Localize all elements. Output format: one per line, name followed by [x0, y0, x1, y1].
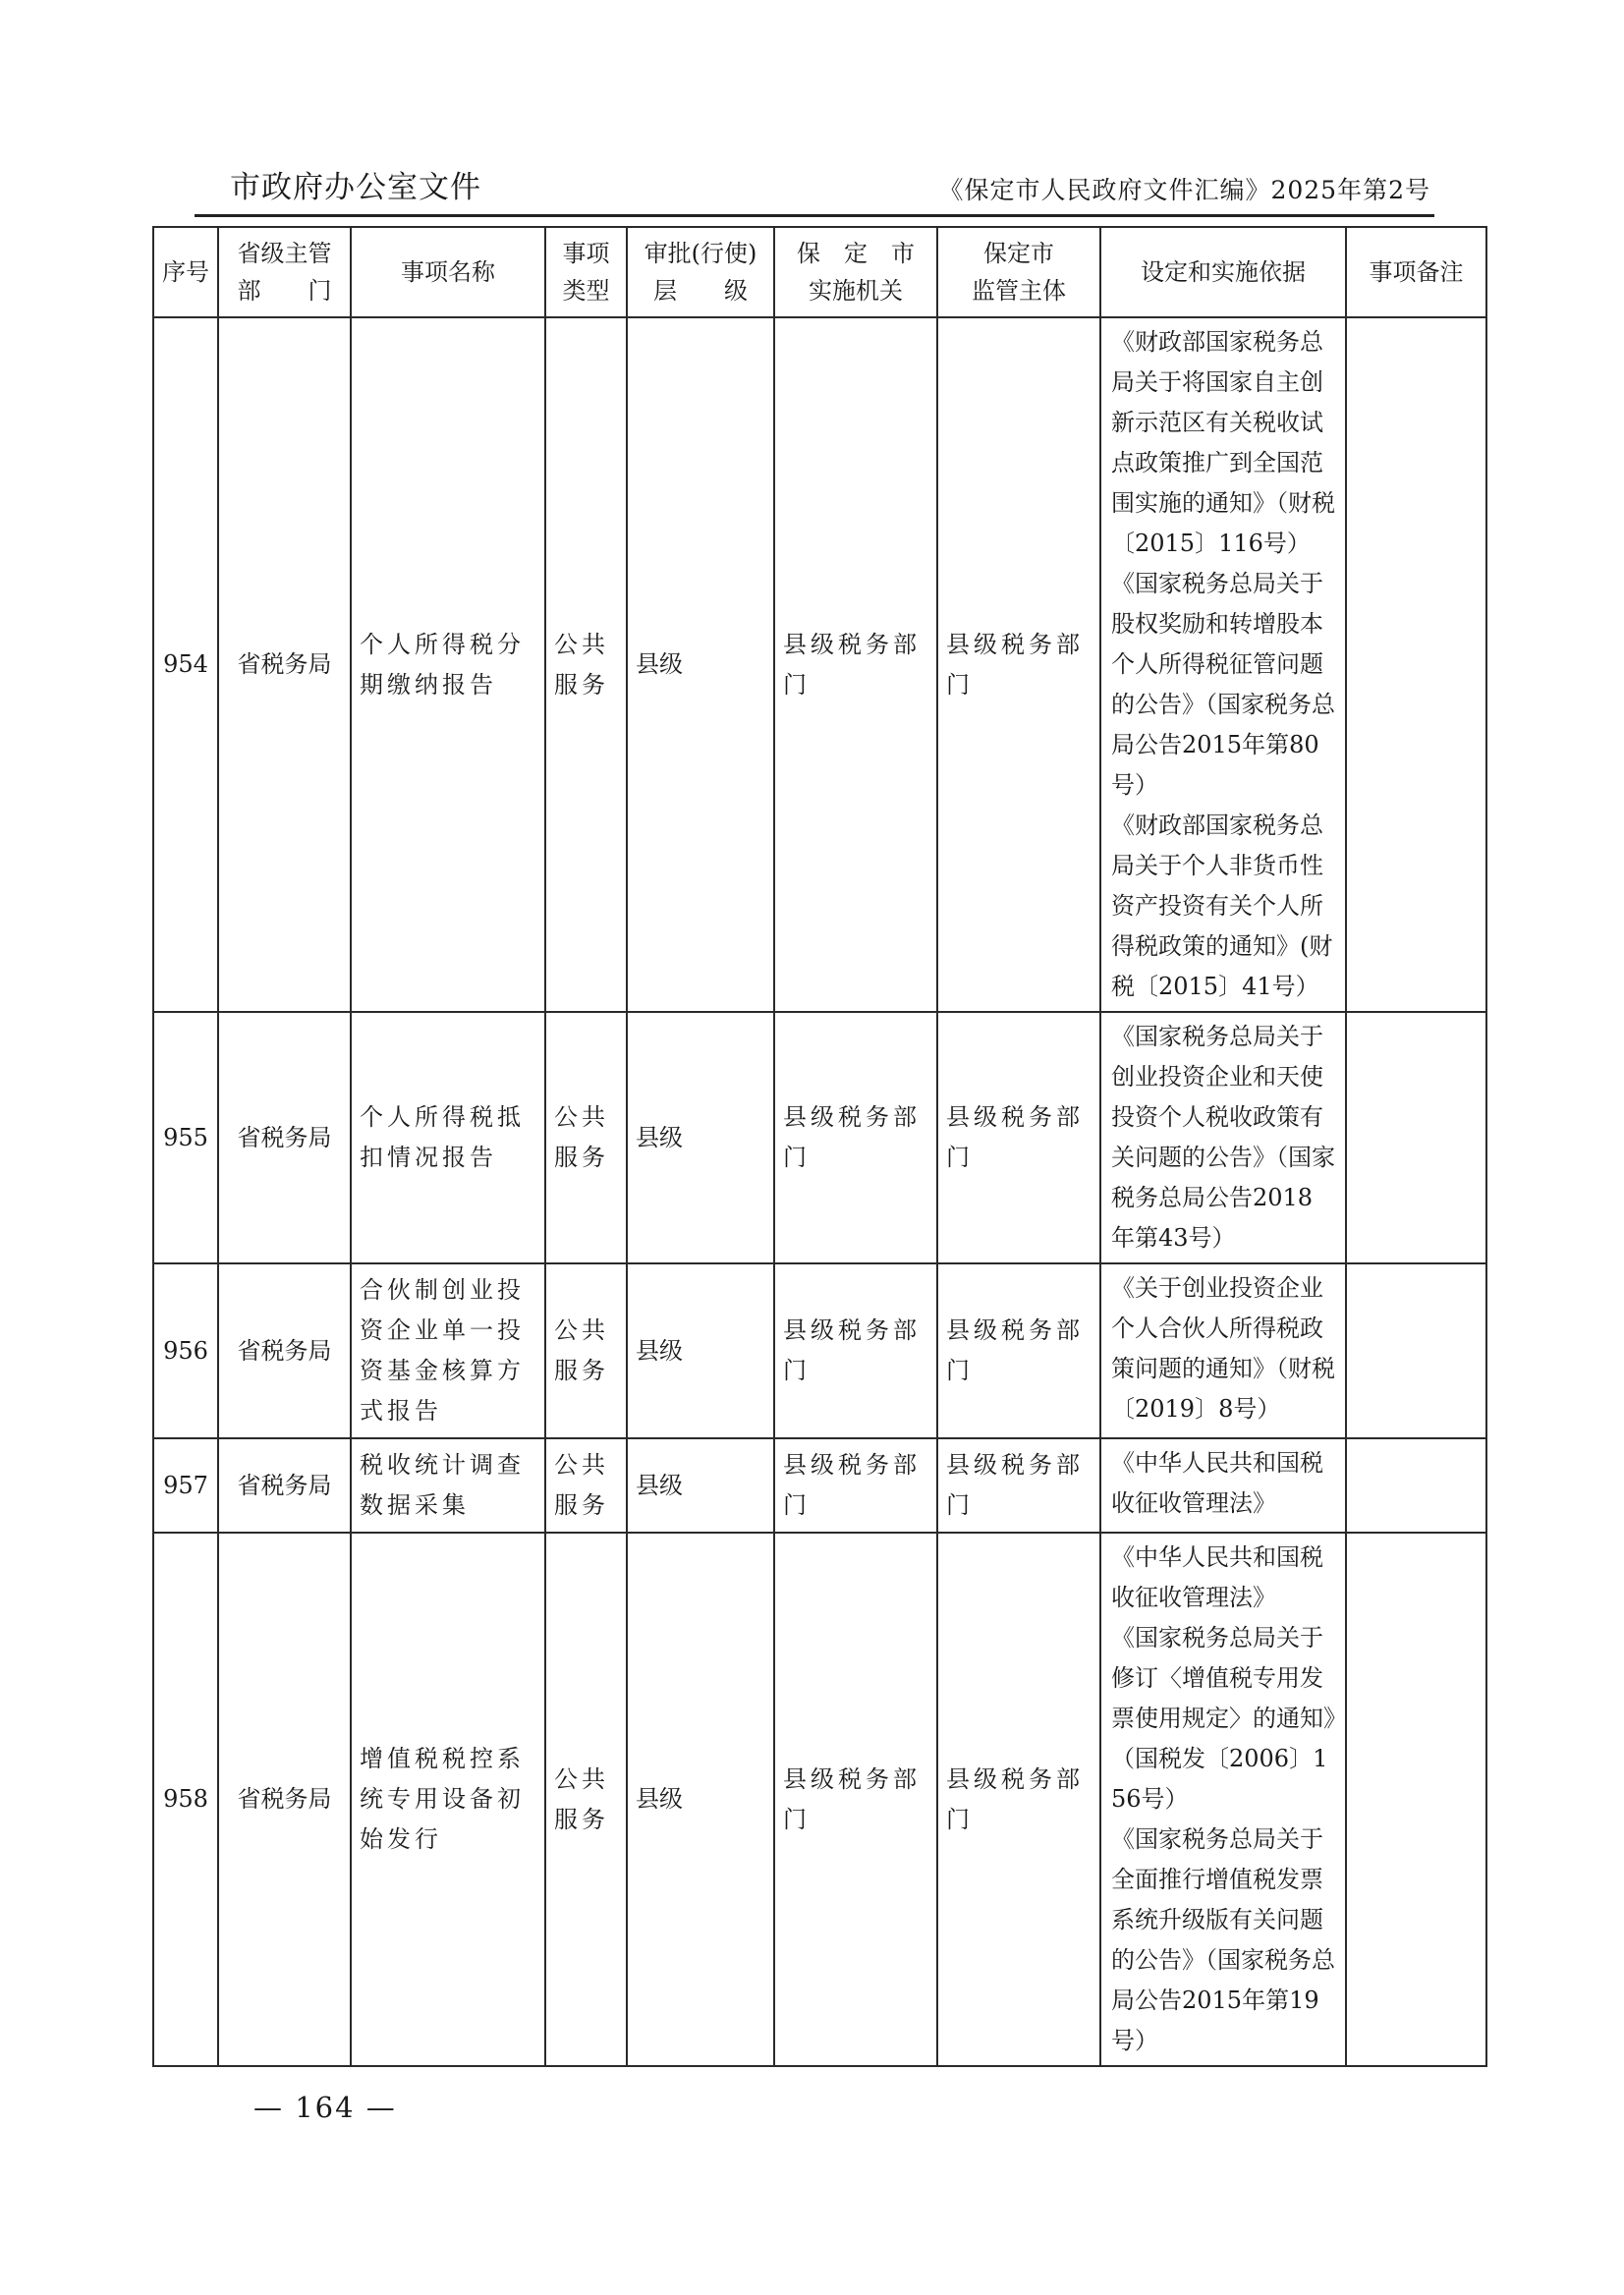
cell-name: 个人所得税分期缴纳报告	[351, 317, 545, 1012]
cell-agency: 县级税务部门	[774, 1012, 937, 1263]
cell-level: 县级	[627, 1263, 774, 1438]
header-seq: 序号	[153, 227, 218, 317]
cell-seq: 956	[153, 1263, 218, 1438]
cell-dept: 省税务局	[218, 1263, 351, 1438]
cell-supervisor: 县级税务部门	[937, 1438, 1100, 1533]
cell-remark	[1346, 1438, 1486, 1533]
page-number: — 164 —	[253, 2091, 397, 2124]
cell-name: 个人所得税抵扣情况报告	[351, 1012, 545, 1263]
cell-level: 县级	[627, 317, 774, 1012]
cell-agency: 县级税务部门	[774, 1438, 937, 1533]
cell-type: 公共服务	[545, 1533, 627, 2066]
cell-supervisor: 县级税务部门	[937, 317, 1100, 1012]
cell-dept: 省税务局	[218, 317, 351, 1012]
header-left-title: 市政府办公室文件	[230, 170, 481, 205]
table-row	[153, 1012, 1486, 1263]
cell-type: 公共服务	[545, 1438, 627, 1533]
table-header-row	[153, 227, 1486, 317]
cell-supervisor: 县级税务部门	[937, 1012, 1100, 1263]
basis-item: 《国家税务总局关于全面推行增值税发票系统升级版有关问题的公告》（国家税务总局公告2015年第19号）	[1111, 1825, 1335, 2054]
cell-agency: 县级税务部门	[774, 317, 937, 1012]
table-row	[153, 1533, 1486, 2066]
header-dept: 省级主管 部 门	[218, 227, 351, 317]
cell-remark	[1346, 1533, 1486, 2066]
basis-item: 《财政部国家税务总局关于将国家自主创新示范区有关税收试点政策推广到全国范围实施的通知》（财税〔2015〕116号）	[1111, 328, 1335, 557]
cell-level: 县级	[627, 1012, 774, 1263]
cell-basis	[1100, 1263, 1346, 1438]
basis-item: 《国家税务总局关于股权奖励和转增股本个人所得税征管问题的公告》（国家税务总局公告2015年第80号）	[1111, 570, 1335, 799]
cell-type: 公共服务	[545, 317, 627, 1012]
cell-name: 增值税税控系统专用设备初始发行	[351, 1533, 545, 2066]
cell-dept: 省税务局	[218, 1533, 351, 2066]
cell-basis	[1100, 1012, 1346, 1263]
basis-item: 《国家税务总局关于修订〈增值税专用发票使用规定〉的通知》（国税发〔2006〕156号）	[1111, 1624, 1335, 1813]
cell-basis	[1100, 1438, 1346, 1533]
header-level: 审批(行使) 层 级	[627, 227, 774, 317]
cell-basis	[1100, 317, 1346, 1012]
header-type: 事项 类型	[545, 227, 627, 317]
cell-level: 县级	[627, 1438, 774, 1533]
header-name: 事项名称	[351, 227, 545, 317]
cell-name: 合伙制创业投资企业单一投资基金核算方式报告	[351, 1263, 545, 1438]
basis-item: 《财政部国家税务总局关于个人非货币性资产投资有关个人所得税政策的通知》(财税〔2015〕41号）	[1111, 812, 1333, 1000]
table-row	[153, 317, 1486, 1012]
cell-remark	[1346, 317, 1486, 1012]
cell-remark	[1346, 1263, 1486, 1438]
basis-item: 《关于创业投资企业个人合伙人所得税政策问题的通知》（财税〔2019〕8号）	[1111, 1274, 1335, 1423]
basis-item: 《国家税务总局关于创业投资企业和天使投资个人税收政策有关问题的公告》（国家税务总局公告2018年第43号）	[1111, 1023, 1335, 1252]
table-row	[153, 1263, 1486, 1438]
cell-dept: 省税务局	[218, 1012, 351, 1263]
basis-item: 《中华人民共和国税收征收管理法》	[1111, 1543, 1323, 1611]
cell-supervisor: 县级税务部门	[937, 1533, 1100, 2066]
header-basis: 设定和实施依据	[1100, 227, 1346, 317]
header-remark: 事项备注	[1346, 227, 1486, 317]
cell-agency: 县级税务部门	[774, 1533, 937, 2066]
table-row	[153, 1438, 1486, 1533]
cell-basis	[1100, 1533, 1346, 2066]
header-right-title: 《保定市人民政府文件汇编》2025年第2号	[938, 176, 1430, 204]
matters-table	[152, 226, 1487, 2067]
header-agency: 保 定 市 实施机关	[774, 227, 937, 317]
cell-level: 县级	[627, 1533, 774, 2066]
cell-seq: 954	[153, 317, 218, 1012]
cell-remark	[1346, 1012, 1486, 1263]
cell-seq: 955	[153, 1012, 218, 1263]
cell-type: 公共服务	[545, 1012, 627, 1263]
header-supervisor: 保定市 监管主体	[937, 227, 1100, 317]
cell-supervisor: 县级税务部门	[937, 1263, 1100, 1438]
basis-item: 《中华人民共和国税收征收管理法》	[1111, 1449, 1323, 1517]
cell-seq: 958	[153, 1533, 218, 2066]
cell-dept: 省税务局	[218, 1438, 351, 1533]
cell-seq: 957	[153, 1438, 218, 1533]
running-header	[195, 169, 1434, 217]
cell-agency: 县级税务部门	[774, 1263, 937, 1438]
cell-type: 公共服务	[545, 1263, 627, 1438]
cell-name: 税收统计调查数据采集	[351, 1438, 545, 1533]
